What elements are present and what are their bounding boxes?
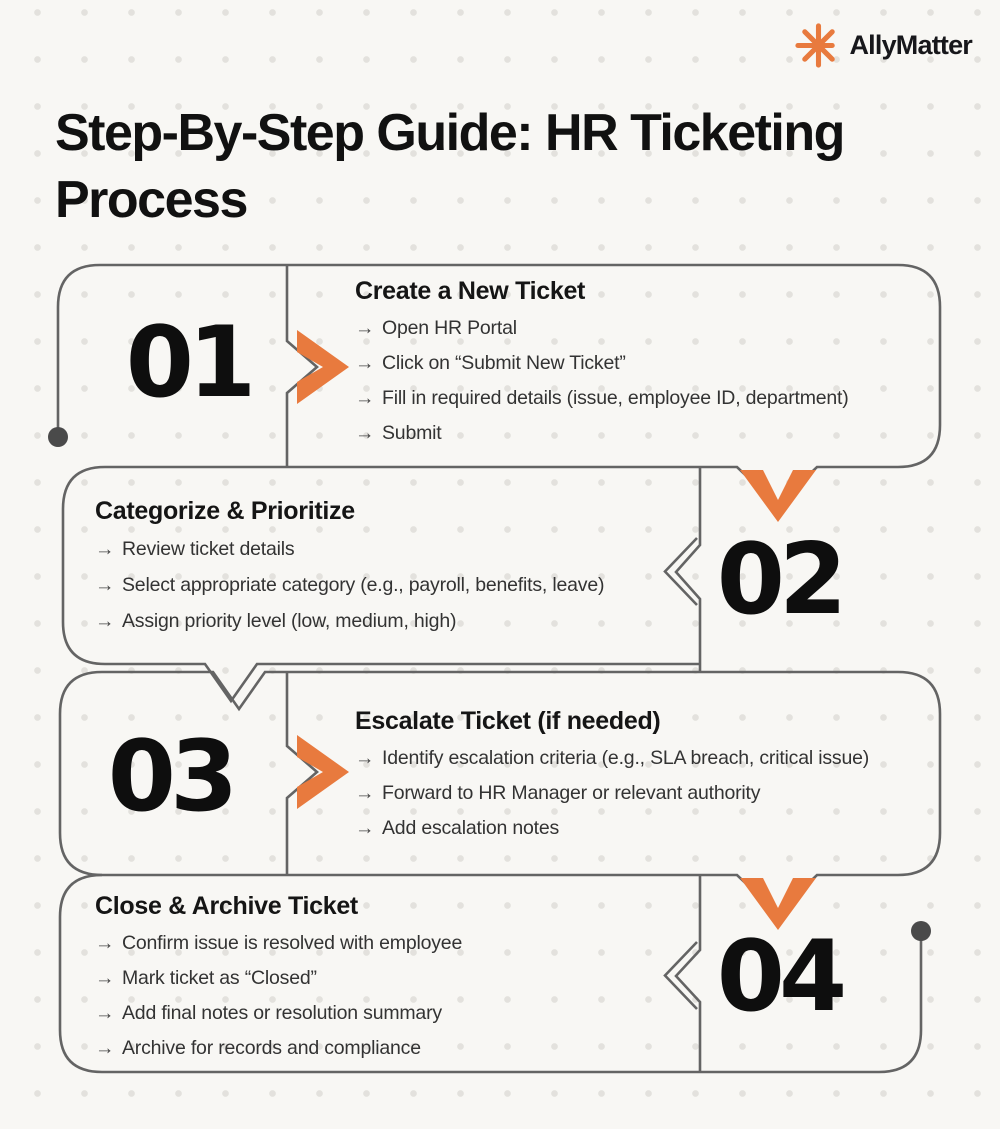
bullet-text: Click on “Submit New Ticket”	[382, 352, 626, 374]
step-02-divider	[676, 467, 700, 672]
arrow-bullet-icon: →	[355, 352, 375, 374]
step-02-notch-echo	[665, 538, 697, 605]
bullet-text: Add final notes or resolution summary	[122, 1002, 442, 1024]
bullet-text: Review ticket details	[122, 538, 295, 560]
step-01-number: 01	[125, 306, 251, 420]
arrow-bullet-icon: →	[95, 1037, 115, 1059]
page-title	[55, 100, 915, 234]
bullet-text: Forward to HR Manager or relevant authority	[382, 782, 761, 804]
end-dot	[911, 921, 931, 941]
step-01-bullets	[355, 311, 849, 451]
step-02-heading: Categorize & Prioritize	[95, 497, 355, 525]
step-04-number: 04	[716, 920, 842, 1034]
bullet-text: Add escalation notes	[382, 817, 560, 839]
step-03-chevron-right-icon	[297, 735, 349, 809]
asterisk-logo-icon	[795, 22, 842, 69]
bullet-text: Mark ticket as “Closed”	[122, 967, 317, 989]
bullet-text: Confirm issue is resolved with employee	[122, 932, 463, 954]
bullet-text: Open HR Portal	[382, 317, 517, 339]
step-bullet	[95, 961, 462, 996]
arrow-bullet-icon: →	[355, 782, 375, 804]
step-02-bullets	[95, 531, 604, 639]
step-03-bullets	[355, 741, 869, 846]
arrow-bullet-icon: →	[95, 1002, 115, 1024]
arrow-bullet-icon: →	[95, 932, 115, 954]
bullet-text: Identify escalation criteria (e.g., SLA breach, critical issue)	[382, 747, 870, 769]
step-04-divider	[676, 875, 700, 1072]
brand-name: AllyMatter	[849, 30, 972, 60]
step-bullet	[95, 567, 604, 603]
arrow-bullet-icon: →	[355, 317, 375, 339]
step-bullet	[95, 603, 604, 639]
step-bullet	[355, 741, 869, 776]
step-bullet	[95, 996, 462, 1031]
step-04-content	[95, 886, 462, 1066]
arrow-bullet-icon: →	[95, 538, 115, 560]
step-02-content	[95, 491, 604, 639]
step-bullet	[355, 416, 849, 451]
step-02-number: 02	[716, 523, 842, 637]
step-04-bullets	[95, 926, 462, 1066]
arrow-bullet-icon: →	[355, 387, 375, 409]
bullet-text: Archive for records and compliance	[122, 1037, 421, 1059]
bullet-text: Fill in required details (issue, employee ID, department)	[382, 387, 849, 409]
step-bullet	[355, 811, 869, 846]
step-bullet	[355, 776, 869, 811]
step-03-content	[355, 701, 869, 846]
step-01-chevron-right-icon	[297, 330, 349, 404]
step-04-notch-echo	[665, 942, 697, 1009]
step-bullet	[355, 311, 849, 346]
arrow-bullet-icon: →	[355, 747, 375, 769]
step-bullet	[95, 531, 604, 567]
step-bullet	[355, 381, 849, 416]
step-01-content	[355, 271, 849, 451]
arrow-bullet-icon: →	[95, 967, 115, 989]
bullet-text: Submit	[382, 422, 442, 444]
flow-arrow-down-01-02-icon	[740, 470, 816, 522]
step-01-heading: Create a New Ticket	[355, 277, 586, 305]
arrow-bullet-icon: →	[95, 574, 115, 596]
arrow-bullet-icon: →	[95, 610, 115, 632]
step-01-divider	[287, 265, 317, 467]
bullet-text: Assign priority level (low, medium, high)	[122, 610, 457, 632]
step-bullet	[355, 346, 849, 381]
start-dot	[48, 427, 68, 447]
page-title-line1: Step-By-Step Guide: HR Ticketing	[55, 104, 844, 162]
arrow-bullet-icon: →	[355, 422, 375, 444]
brand-logo	[795, 22, 972, 69]
step-03-heading: Escalate Ticket (if needed)	[355, 707, 661, 735]
page-title-line2: Process	[55, 171, 247, 229]
step-bullet	[95, 926, 462, 961]
step-03-number: 03	[107, 720, 233, 834]
bullet-text: Select appropriate category (e.g., payroll, benefits, leave)	[122, 574, 605, 596]
step-bullet	[95, 1031, 462, 1066]
step-04-heading: Close & Archive Ticket	[95, 892, 358, 920]
step-03-divider	[287, 672, 317, 875]
arrow-bullet-icon: →	[355, 817, 375, 839]
